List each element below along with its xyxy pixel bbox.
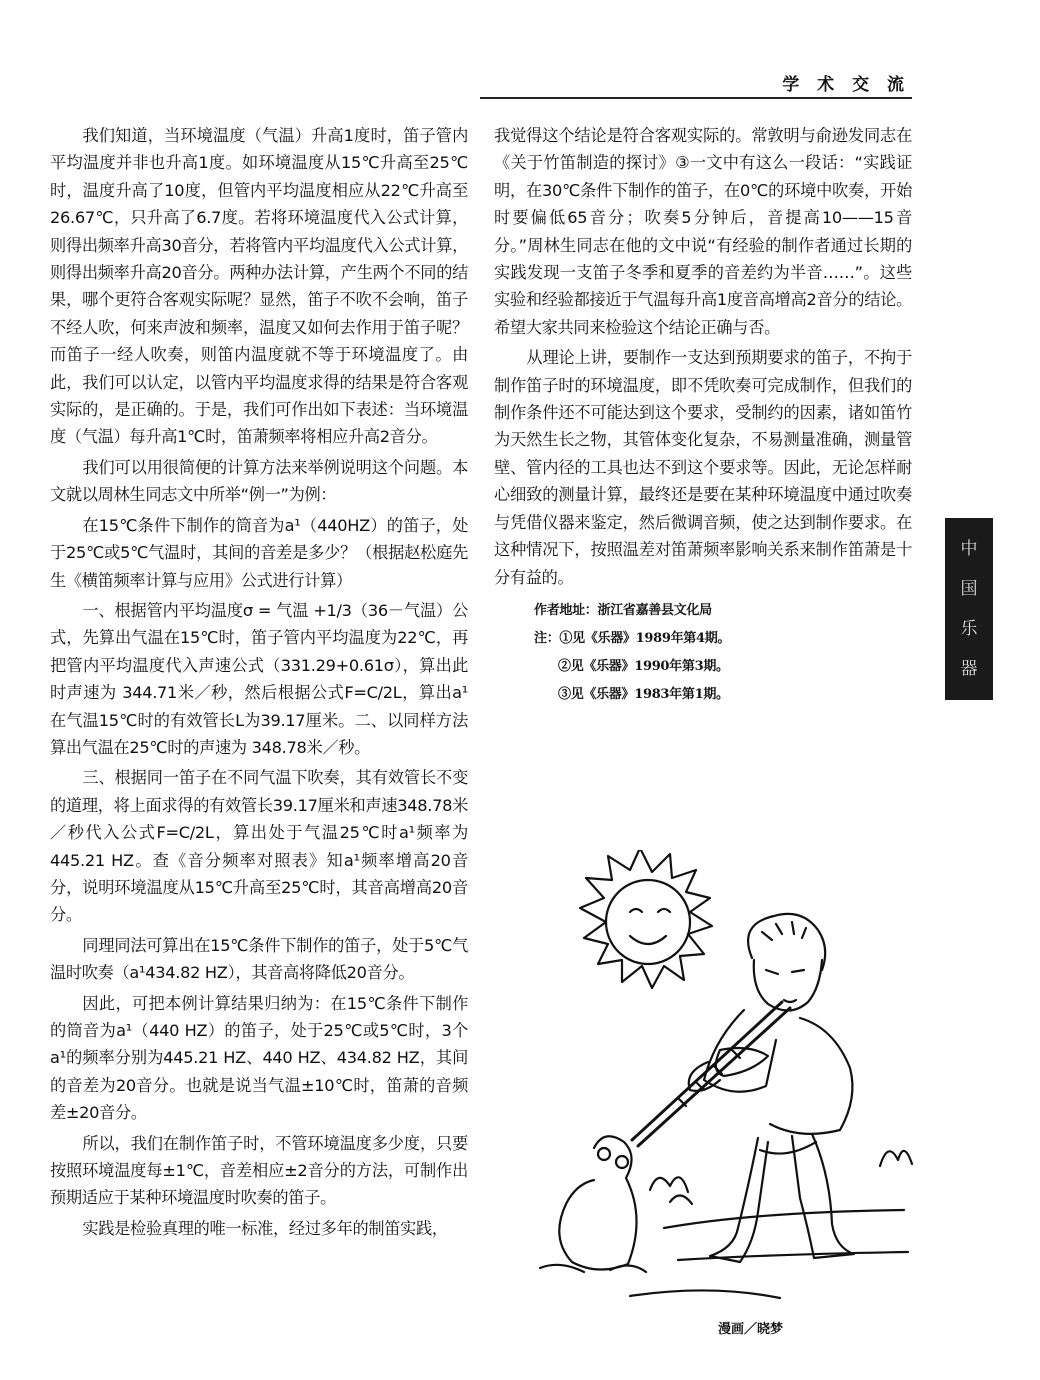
left-column: [50, 122, 468, 1245]
ground-decoration: [630, 1151, 912, 1298]
cartoon-illustration: [500, 850, 920, 1320]
illustration-caption: 漫画／晓梦: [718, 1322, 784, 1337]
footnote: 注：①见《乐器》1989年第4期。: [534, 630, 731, 646]
paragraph: 在15℃条件下制作的筒音为a¹（440HZ）的笛子，处于25℃或5℃气温时，其间的音差是多少？（根据赵松庭先生《横笛频率计算与应用》公式进行计算）: [50, 515, 468, 590]
section-header: 学 术 交 流: [782, 75, 910, 95]
paragraph: 我们可以用很简便的计算方法来举例说明这个问题。本文就以周林生同志文中所举“例一”为例：: [50, 457, 468, 505]
side-tab-char: 中: [960, 539, 978, 559]
paragraph: 一、根据管内平均温度σ = 气温 +1/3（36－气温）公式，先算出气温在15℃时，笛子管内平均温度为22℃，再把管内平均温度代入声速公式（331.29+0.61σ），算出此时声速为 344.71米／秒，然后根据公式F=C/2L，算出a¹在气温15℃时的有效管长L为39.17厘米。二、以同样方法算出气温在25℃时的声速为 348.78米／秒。: [50, 600, 468, 757]
side-tab-char: 乐: [960, 619, 978, 639]
sun-icon: [580, 850, 712, 988]
right-column: [494, 122, 912, 709]
side-tab-char: 器: [960, 659, 978, 679]
paragraph: 因此，可把本例计算结果归纳为：在15℃条件下制作的筒音为a¹（440 HZ）的笛子，处于25℃或5℃时，3个a¹的频率分别为445.21 HZ、440 HZ、434.82 HZ，其间的音差为20音分。也就是说当气温±10℃时，笛萧的音频差±20音分。: [50, 993, 468, 1123]
article-meta: [534, 597, 912, 709]
footnote: ②见《乐器》1990年第3期。: [558, 658, 729, 674]
header-rule: [480, 97, 912, 99]
paragraph: 实践是检验真理的唯一标准，经过多年的制笛实践，: [82, 1218, 448, 1238]
frog-icon: [540, 1136, 646, 1272]
magazine-side-tab: [945, 518, 993, 700]
footnote: ③见《乐器》1983年第1期。: [558, 686, 729, 702]
paragraph: 三、根据同一笛子在不同气温下吹奏，其有效管长不变的道理，将上面求得的有效管长39.17厘米和声速348.78米／秒代入公式F=C/2L，算出处于气温25℃时a¹频率为445.21 HZ。查《音分频率对照表》知a¹频率增高20音分，说明环境温度从15℃升高至25℃时，其音高增高20音分。: [50, 768, 468, 925]
author-address: 作者地址：浙江省嘉善县文化局: [534, 602, 712, 618]
paragraph: 从理论上讲，要制作一支达到预期要求的笛子，不拘于制作笛子时的环境温度，即不凭吹奏可完成制作，但我们的制作条件还不可能达到这个要求，受制约的因素，诸如笛竹为天然生长之物，其管体变化复杂，不易测量准确，测量管壁、管内径的工具也达不到这个要求等。因此，无论怎样耐心细致的测量计算，最终还是要在某种环境温度中通过吹奏与凭借仪器来鉴定，然后微调音频，使之达到制作要求。在这种情况下，按照温差对笛萧频率影响关系来制作笛萧是十分有益的。: [494, 348, 912, 587]
side-tab-char: 国: [960, 579, 978, 599]
paragraph: 我们知道，当环境温度（气温）升高1度时，笛子管内平均温度并非也升高1度。如环境温度从15℃升高至25℃时，温度升高了10度，但管内平均温度相应从22℃升高至26.67℃，只升高了6.7度。若将环境温度代入公式计算，则得出频率升高30音分，若将管内平均温度代入公式计算，则得出频率升高20音分。两种办法计算，产生两个不同的结果，哪个更符合客观实际呢？显然，笛子不吹不会响，笛子不经人吹，何来声波和频率，温度又如何去作用于笛子呢？而笛子一经人吹奏，则笛内温度就不等于环境温度了。由此，我们可以认定，以管内平均温度求得的结果是符合客观实际的，是正确的。于是，我们可作出如下表述：当环境温度（气温）每升高1℃时，笛萧频率将相应升高2音分。: [50, 126, 468, 447]
paragraph: 我觉得这个结论是符合客观实际的。常敦明与俞逊发同志在《关于竹笛制造的探讨》③一文中有这么一段话：“实践证明，在30℃条件下制作的笛子，在0℃的环境中吹奏，开始时要偏低65音分；吹奏5分钟后，音提高10——15音分。”周林生同志在他的文中说“有经验的制作者通过长期的实践发现一支笛子冬季和夏季的音差约为半音……”。这些实验和经验都接近于气温每升高1度音高增高2音分的结论。希望大家共同来检验这个结论正确与否。: [494, 126, 912, 337]
paragraph: 所以，我们在制作笛子时，不管环境温度多少度，只要按照环境温度每±1℃，音差相应±2音分的方法，可制作出预期适应于某种环境温度时吹奏的笛子。: [50, 1133, 468, 1208]
paragraph: 同理同法可算出在15℃条件下制作的笛子，处于5℃气温时吹奏（a¹434.82 HZ），其音高将降低20音分。: [50, 935, 468, 983]
